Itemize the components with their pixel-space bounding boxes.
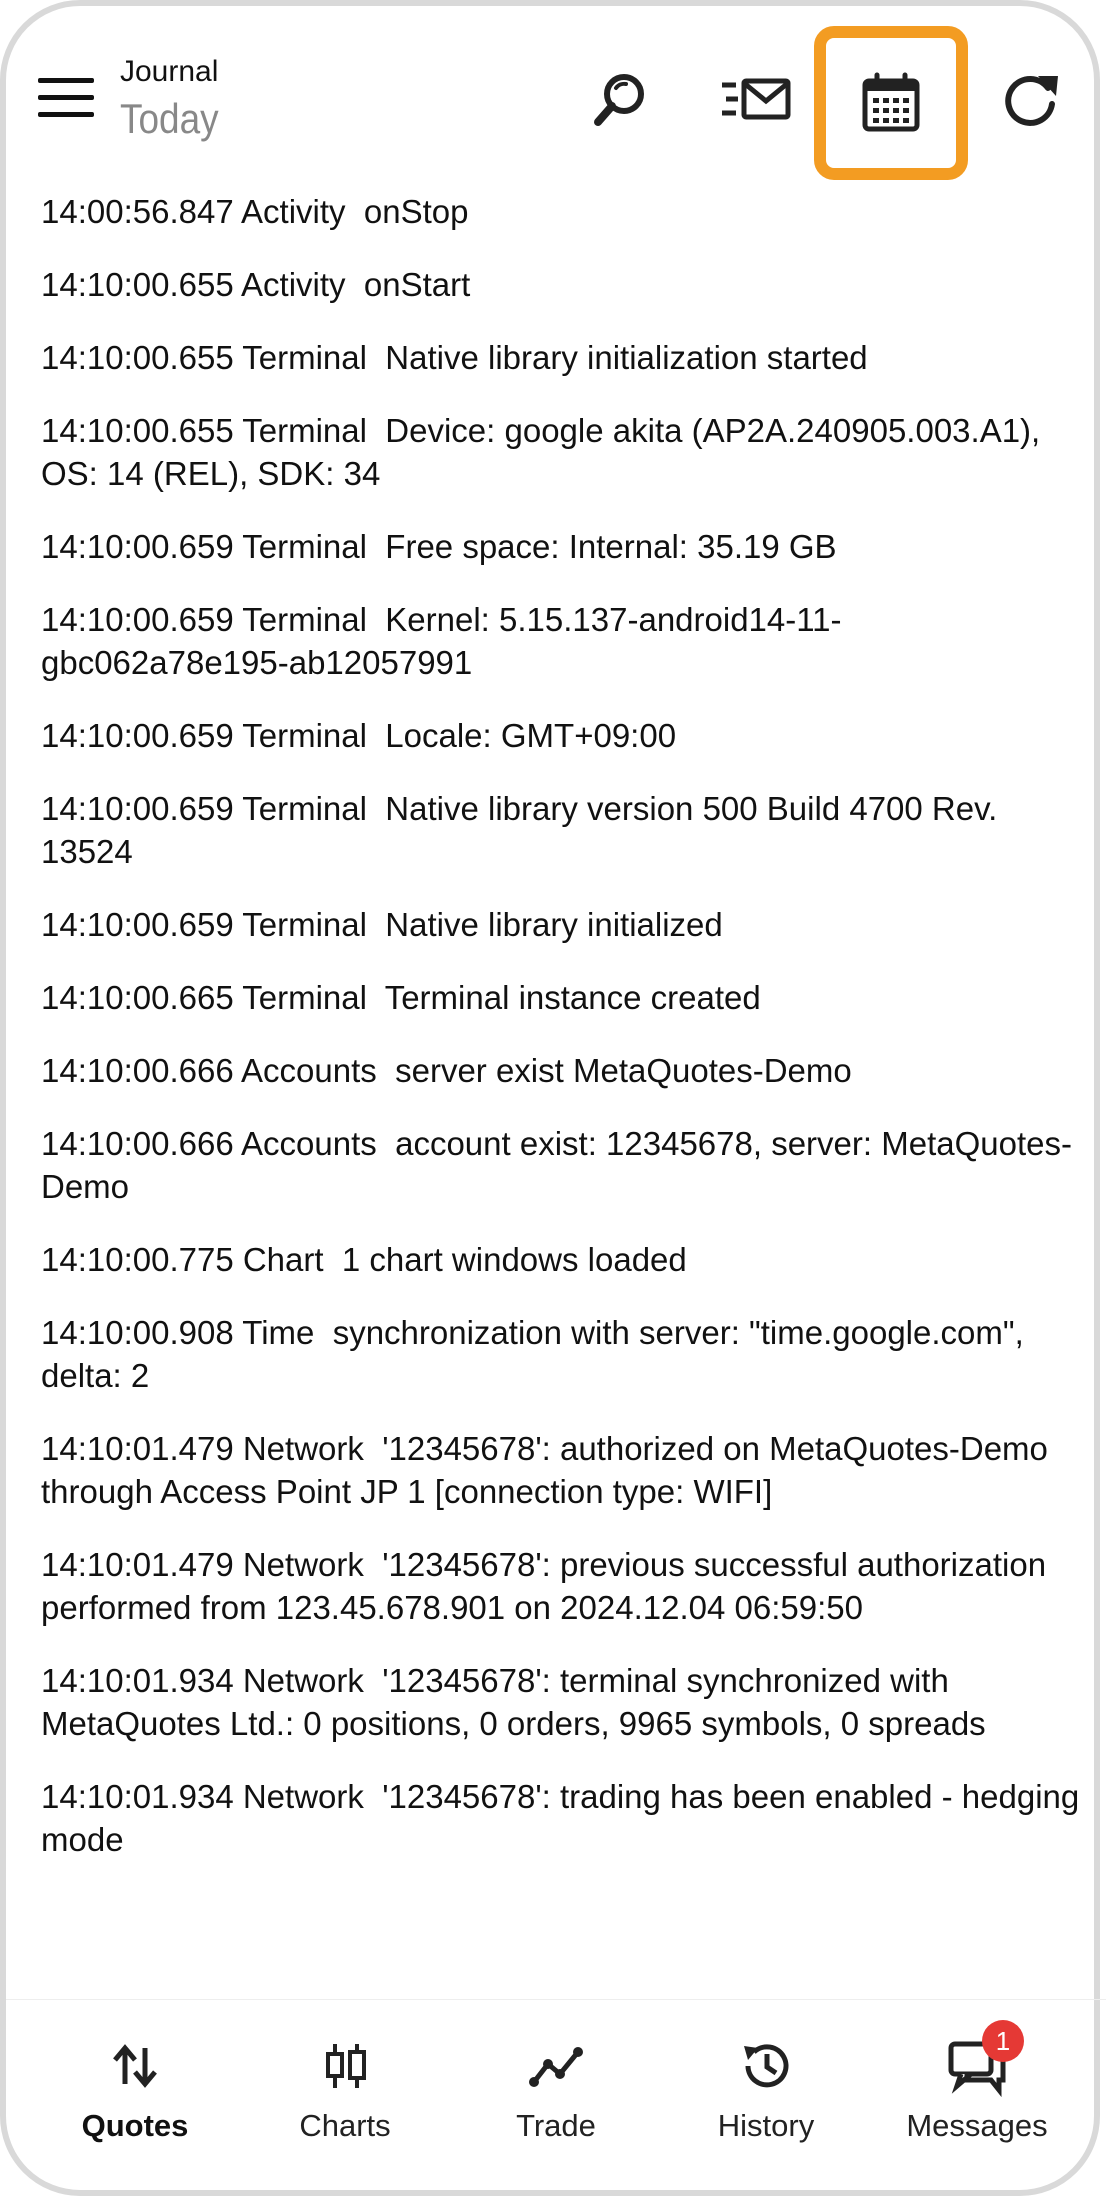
log-entry: 14:10:00.655 Terminal Native library initialization started [41,339,868,376]
journal-log[interactable] [41,190,1089,1996]
nav-item-messages[interactable] [872,2000,1082,2160]
log-entry: 14:10:00.666 Accounts server exist MetaQuotes-Demo [41,1052,852,1089]
log-entry: 14:10:00.666 Accounts account exist: 12345678, server: MetaQuotes-Demo [41,1125,1072,1205]
log-entry: 14:00:56.847 Activity onStop [41,193,469,230]
nav-label-trade: Trade [516,2108,596,2143]
candlestick-icon [315,2036,375,2096]
search-icon [588,68,652,132]
nav-item-history[interactable] [661,2000,871,2160]
history-icon [736,2036,796,2096]
log-entry: 14:10:00.659 Terminal Kernel: 5.15.137-android14-11-gbc062a78e195-ab12057991 [41,601,842,681]
refresh-button[interactable] [994,64,1066,136]
top-bar [6,6,1106,176]
quotes-arrows-icon [105,2036,165,2096]
log-entry: 14:10:00.655 Activity onStart [41,266,471,303]
nav-label-history: History [717,2108,815,2143]
log-entry: 14:10:00.655 Terminal Device: google akita (AP2A.240905.003.A1), OS: 14 (REL), SDK: 34 [41,412,1050,492]
log-entry: 14:10:00.659 Terminal Free space: Internal: 35.19 GB [41,528,837,565]
log-entry: 14:10:00.659 Terminal Native library version 500 Build 4700 Rev. 13524 [41,790,1007,870]
nav-item-quotes[interactable] [30,2000,240,2160]
log-entry: 14:10:00.659 Terminal Locale: GMT+09:00 [41,717,677,754]
nav-label-messages: Messages [906,2108,1048,2143]
page-title: Journal [120,55,219,88]
log-entry: 14:10:00.775 Chart 1 chart windows loaded [41,1241,687,1278]
log-entry: 14:10:01.934 Network '12345678': trading has been enabled - hedging mode [41,1778,1089,1858]
nav-item-trade[interactable] [451,2000,661,2160]
log-entry: 14:10:00.659 Terminal Native library initialized [41,906,723,943]
calendar-icon [859,71,923,135]
log-entry: 14:10:01.934 Network '12345678': terminal synchronized with MetaQuotes Ltd.: 0 positions, 0 orders, 9965 symbols, 0 spreads [41,1662,986,1742]
hamburger-icon[interactable] [38,78,94,122]
trade-line-icon [526,2036,586,2096]
log-entry: 14:10:01.479 Network '12345678': previous successful authorization performed from 123.45.678.901 on 2024.12.04 06:59:50 [41,1546,1056,1626]
page-subtitle: Today [120,95,219,142]
mail-filter-icon [720,75,792,125]
search-button[interactable] [584,64,656,136]
refresh-icon [998,68,1062,132]
log-entry: 14:10:01.479 Network '12345678': authorized on MetaQuotes-Demo through Access Point JP 1 [connection type: WIFI] [41,1430,1058,1510]
nav-item-charts[interactable] [240,2000,450,2160]
nav-label-charts: Charts [299,2108,391,2143]
log-entry: 14:10:00.908 Time synchronization with server: "time.google.com", delta: 2 [41,1314,1033,1394]
calendar-button[interactable] [814,26,968,180]
bottom-navigation [6,1999,1106,2203]
nav-label-quotes: Quotes [81,2108,189,2143]
mail-filter-button[interactable] [720,64,792,136]
log-entry: 14:10:00.665 Terminal Terminal instance created [41,979,761,1016]
title-block [120,52,232,146]
unread-badge: 1 [982,2020,1024,2062]
